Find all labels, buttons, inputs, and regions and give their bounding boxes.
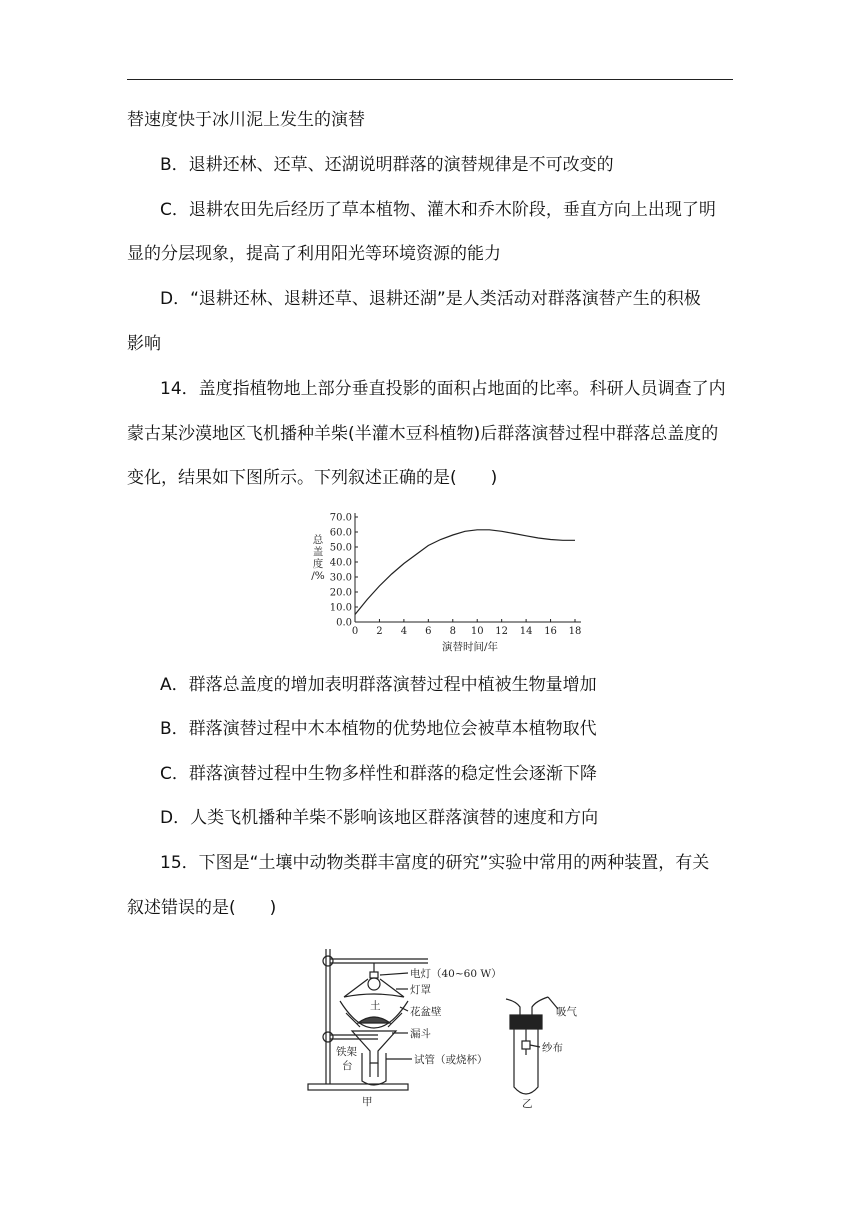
lamp-cap [370,972,378,978]
y-axis-label: 盖 [312,546,324,558]
lamp-bulb [368,978,380,990]
x-tick-label: 4 [400,626,408,637]
x-tick-label: 8 [449,626,456,637]
coverage-line-chart [300,505,600,655]
option-c: C．退耕农田先后经历了草本植物、灌木和乔木阶段，垂直方向上出现了明 [160,200,716,220]
label-yi: 乙 [522,1098,533,1110]
label-suck: 吸气 [556,1006,577,1018]
label-stand: 铁架 [336,1046,357,1058]
x-tick-label: 10 [470,626,484,637]
label-stand: 台 [342,1060,353,1072]
header-rule [127,79,733,80]
question-14-stem: 蒙古某沙漠地区飞机播种羊柴(半灌木豆科植物)后群落演替过程中群落总盖度的 [127,424,719,444]
y-tick-label: 70.0 [329,512,352,524]
question-14-stem: 14．盖度指植物地上部分垂直投影的面积占地面的比率。科研人员调查了内 [160,379,726,399]
text-line: 显的分层现象，提高了利用阳光等环境资源的能力 [127,244,501,264]
x-axis-label: 演替时间/年 [441,641,499,653]
question-15-stem: 叙述错误的是( ) [127,898,277,918]
y-tick-label: 0.0 [336,617,352,629]
label-tube: 试管（或烧杯） [414,1054,488,1066]
y-tick-label: 30.0 [329,572,352,584]
soil [358,1017,390,1023]
y-tick-label: 20.0 [329,587,352,599]
test-tube [362,1053,386,1085]
x-tick-label: 16 [544,626,557,637]
series-line [355,530,575,615]
y-tick-label: 60.0 [329,527,352,539]
y-axis-label: 度 [312,558,324,570]
y-tick-label: 40.0 [329,557,352,569]
label-pot-wall: 花盆壁 [410,1006,442,1018]
top-clamp [323,956,333,966]
question-14-option-c: C．群落演替过程中生物多样性和群落的稳定性会逐渐下降 [160,764,597,784]
stand-base [308,1084,408,1090]
label-funnel: 漏斗 [410,1028,431,1040]
y-axis-label: 总 [312,534,324,546]
text-line: 影响 [127,334,161,354]
gauze [522,1041,530,1049]
y-axis-label: /% [311,570,325,582]
x-tick-label: 2 [376,626,383,637]
text-line: 替速度快于冰川泥上发生的演替 [127,110,365,130]
apparatus-diagram [300,935,600,1110]
x-tick-label: 0 [351,626,359,637]
y-tick-label: 50.0 [329,542,352,554]
x-tick-label: 14 [519,626,533,637]
question-14-option-d: D．人类飞机播种羊柴不影响该地区群落演替的速度和方向 [160,808,599,828]
question-14-option-a: A．群落总盖度的增加表明群落演替过程中植被生物量增加 [160,675,597,695]
lower-clamp [323,1032,333,1042]
aspirator-stopper [510,1015,542,1029]
question-14-stem: 变化，结果如下图所示。下列叙述正确的是( ) [127,468,498,488]
y-tick-label: 10.0 [329,602,352,614]
label-jia: 甲 [362,1096,373,1108]
question-14-option-b: B．群落演替过程中木本植物的优势地位会被草本植物取代 [160,719,597,739]
funnel [352,1031,396,1063]
label-lamp: 电灯（40~60 W） [410,968,502,980]
label-gauze: 纱布 [542,1042,563,1054]
suction-pipe-left [506,999,520,1015]
option-d: D．“退耕还林、退耕还草、退耕还湖”是人类活动对群落演替产生的积极 [160,289,701,309]
suction-pipe-right [532,997,548,1015]
question-15-stem: 15．下图是“土壤中动物类群丰富度的研究”实验中常用的两种装置，有关 [160,853,710,873]
label-shade: 灯罩 [410,984,431,996]
x-tick-label: 12 [495,626,509,637]
lamp-shade [344,979,404,997]
x-tick-label: 6 [425,626,432,637]
x-tick-label: 18 [568,626,582,637]
label-soil: 土 [370,1000,381,1012]
option-b: B．退耕还林、还草、还湖说明群落的演替规律是不可改变的 [160,155,614,175]
